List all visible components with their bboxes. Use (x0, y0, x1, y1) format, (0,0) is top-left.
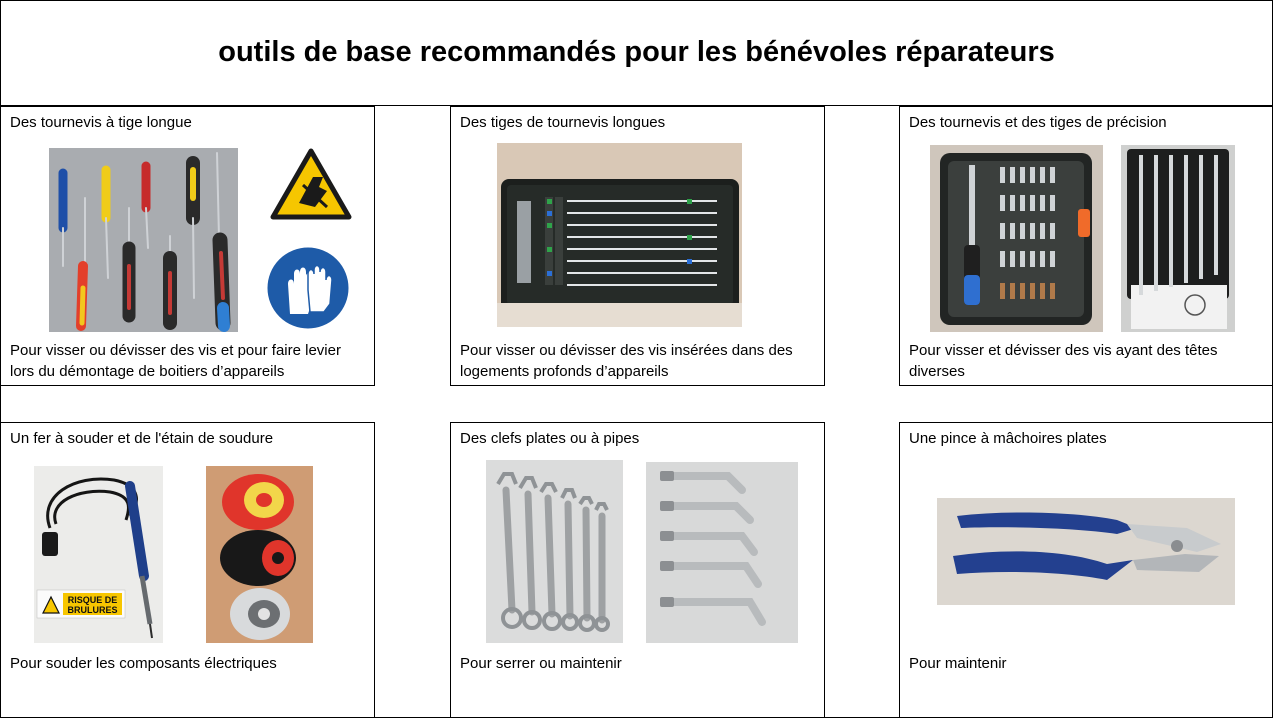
card-title: Une pince à mâchoires plates (909, 430, 1107, 447)
solder-wire-spools-photo (206, 466, 313, 643)
card-long-bits (450, 106, 825, 386)
screwdrivers-photo (49, 148, 238, 332)
card-description: Pour visser ou dévisser des vis et pour faire levier lors du démontage de boitiers d’appareils (10, 342, 341, 380)
cut-hazard-warning-sign (269, 147, 353, 221)
protective-gloves-sign (264, 244, 352, 332)
card-title: Des clefs plates ou à pipes (460, 430, 640, 447)
card-soldering (0, 422, 375, 718)
pliers-photo (937, 498, 1235, 605)
warning-label-line-1: RISQUE DE (67, 595, 118, 605)
card-description: Pour maintenir (909, 655, 1007, 672)
card-long-screwdrivers (0, 106, 375, 386)
title-band (0, 0, 1273, 106)
card-title: Des tournevis à tige longue (10, 114, 192, 131)
card-precision-tools (899, 106, 1273, 386)
warning-label-line-2: BRULURES (67, 605, 118, 615)
precision-bit-set-photo (930, 145, 1103, 332)
card-description: Pour souder les composants électriques (10, 655, 277, 672)
page-title: outils de base recommandés pour les bénévoles réparateurs (218, 36, 1055, 68)
card-wrenches (450, 422, 825, 718)
combination-wrenches-photo (486, 460, 623, 643)
card-description: Pour visser ou dévisser des vis insérées dans des logements profonds d’appareils (460, 342, 793, 380)
card-description: Pour visser et dévisser des vis ayant des têtes diverses (909, 342, 1218, 380)
soldering-iron-photo (34, 466, 163, 643)
card-title: Des tiges de tournevis longues (460, 114, 666, 131)
socket-wrenches-photo (646, 462, 798, 643)
screwdriver-bits-case-photo (497, 143, 742, 327)
precision-screwdrivers-photo (1121, 145, 1235, 332)
card-description: Pour serrer ou maintenir (460, 655, 622, 672)
card-pliers (899, 422, 1273, 718)
card-title: Des tournevis et des tiges de précision (909, 114, 1167, 131)
card-title: Un fer à souder et de l'étain de soudure (10, 430, 274, 447)
